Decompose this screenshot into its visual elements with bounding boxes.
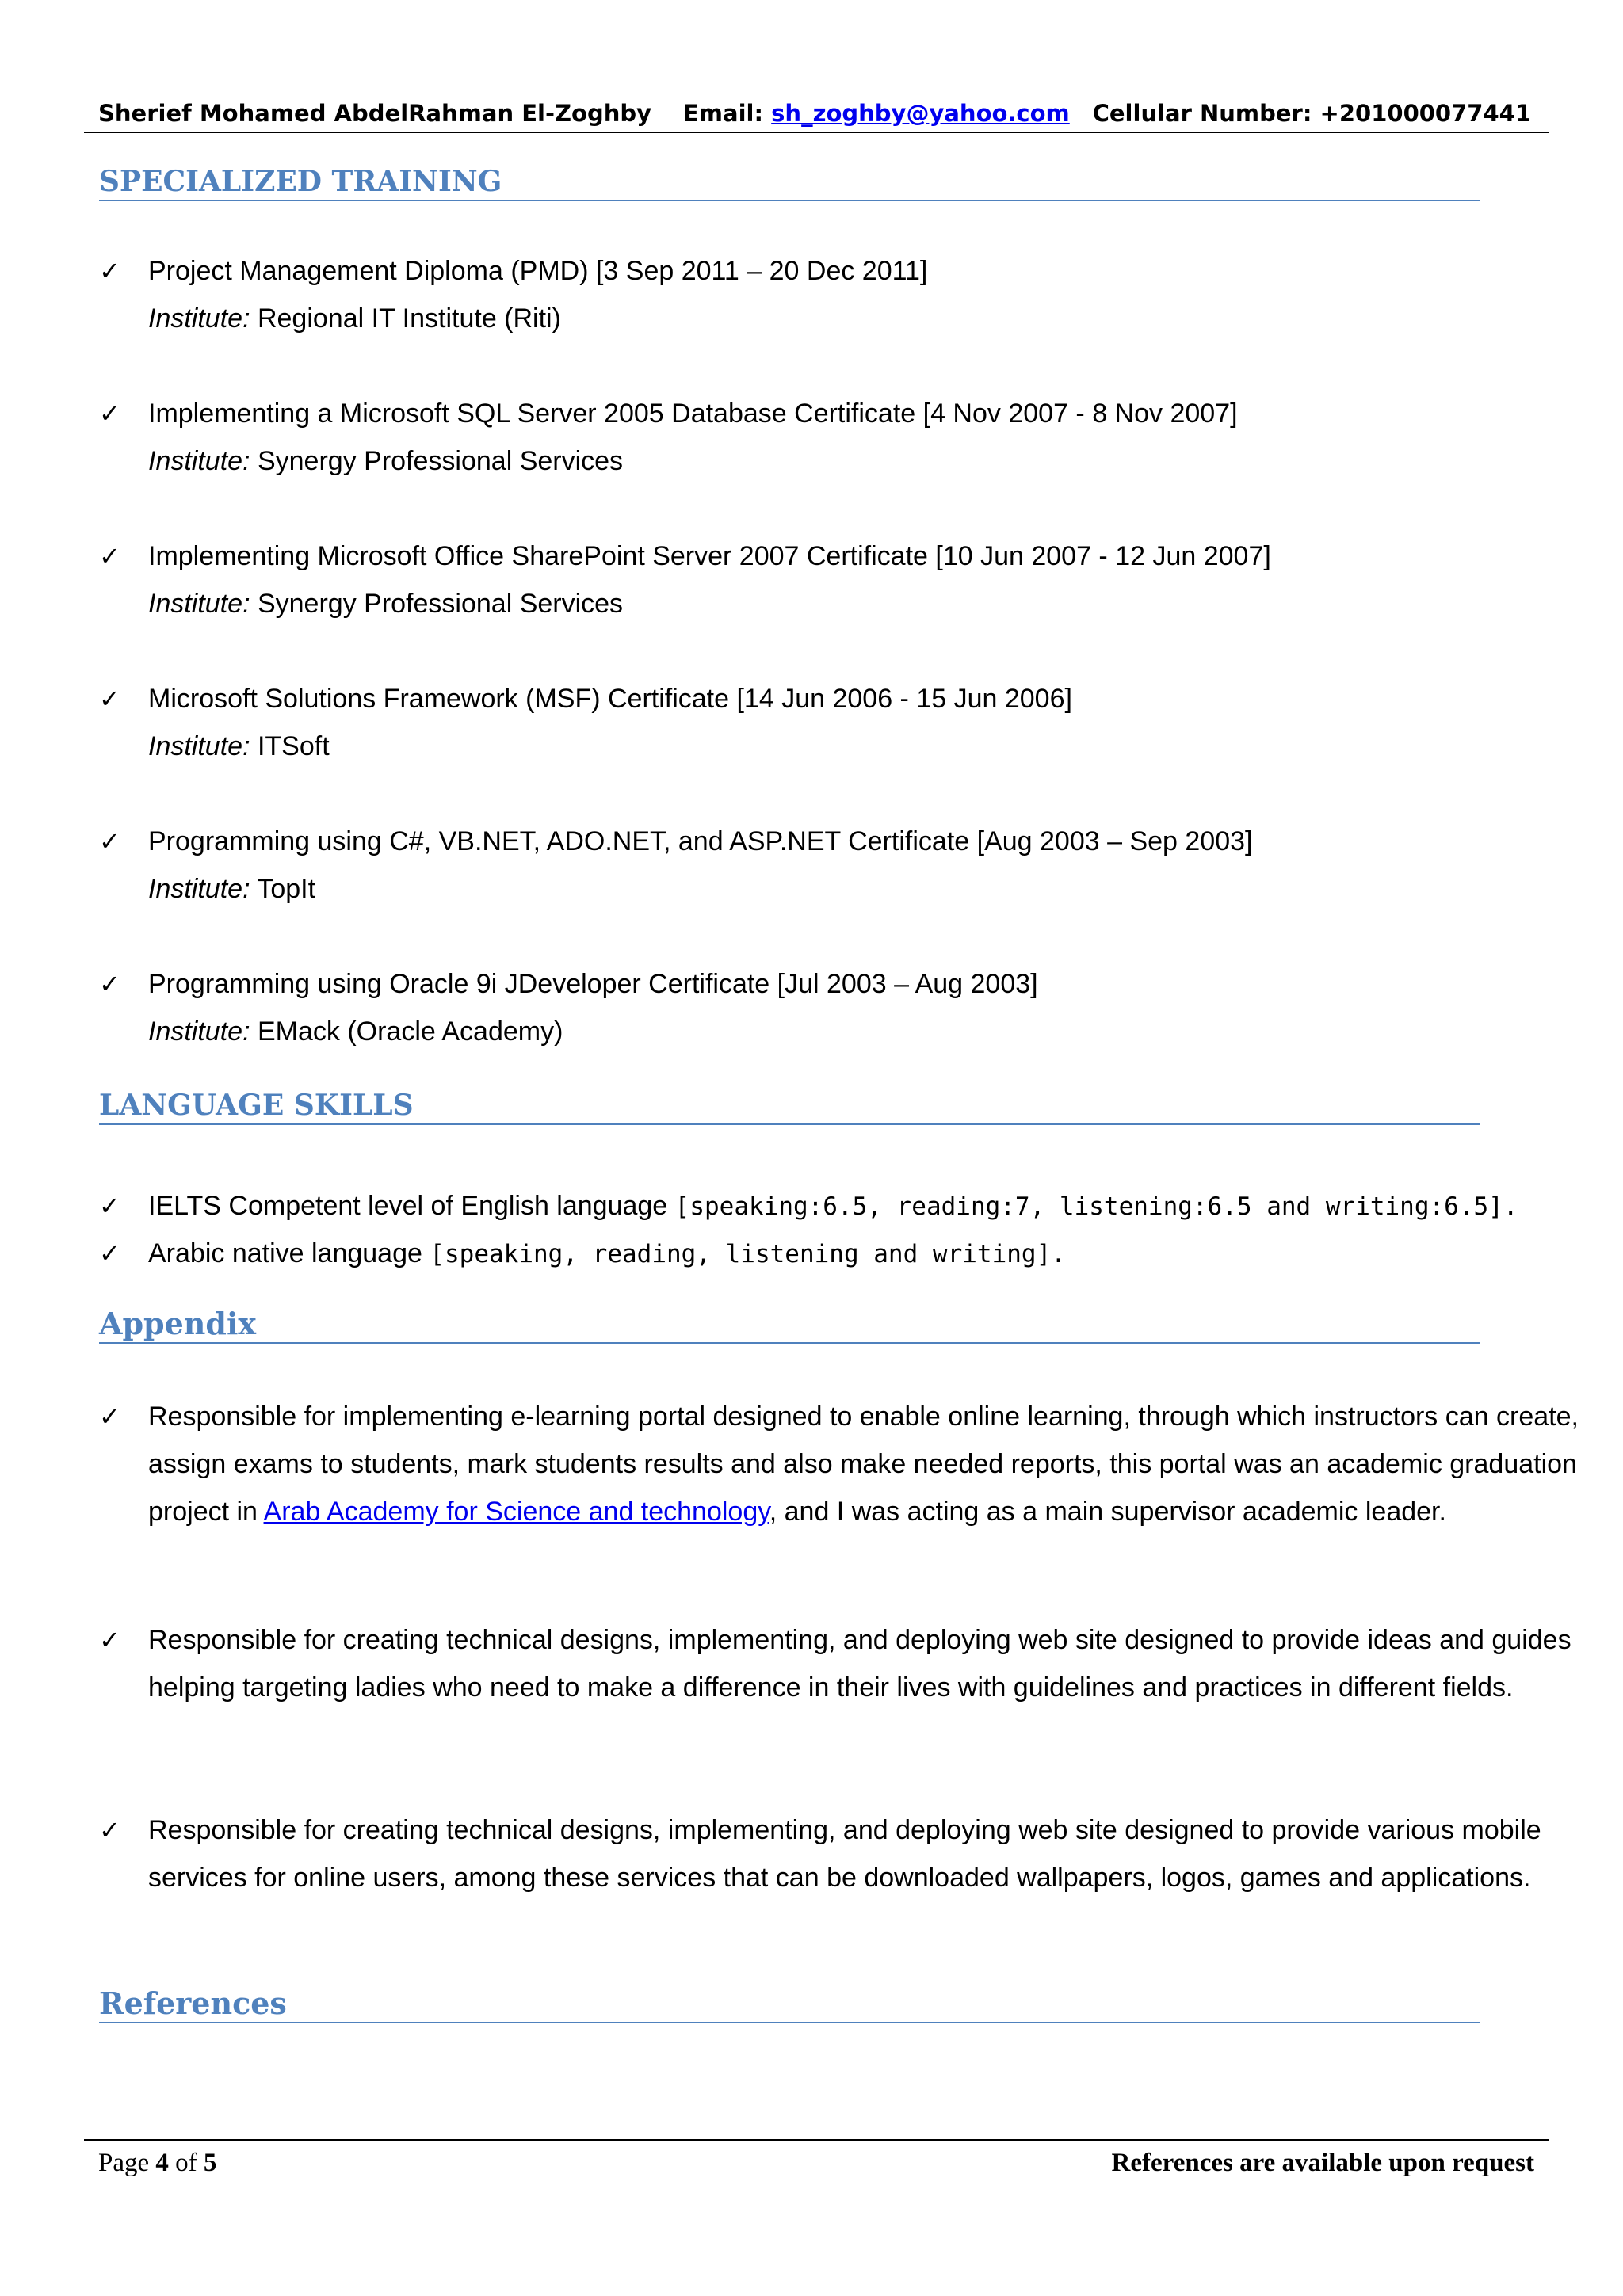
training-title: Programming using Oracle 9i JDeveloper Certificate [Jul 2003 – Aug 2003] xyxy=(148,969,1038,999)
institute-name: Synergy Professional Services xyxy=(257,446,624,476)
training-institute xyxy=(148,865,1526,913)
training-item xyxy=(99,390,1526,485)
institute-name: EMack (Oracle Academy) xyxy=(257,1016,563,1047)
aast-link[interactable]: Arab Academy for Science and technology xyxy=(263,1497,769,1527)
institute-label: Institute: xyxy=(148,303,250,334)
header-email-label: Email: xyxy=(683,100,772,127)
language-item xyxy=(99,1182,1526,1230)
language-detail: [speaking:6.5, reading:7, listening:6.5 and writing:6.5]. xyxy=(674,1192,1518,1221)
page-header xyxy=(84,100,1549,133)
training-item xyxy=(99,247,1526,342)
institute-name: Synergy Professional Services xyxy=(257,589,624,619)
section-title-appendix: Appendix xyxy=(99,1307,1480,1344)
section-title-training: SPECIALIZED TRAINING xyxy=(99,165,1480,201)
checkmark-icon: ✓ xyxy=(99,684,120,714)
institute-label: Institute: xyxy=(148,589,250,619)
section-title-language: LANGUAGE SKILLS xyxy=(99,1089,1480,1125)
page-of: of xyxy=(168,2149,204,2177)
checkmark-icon: ✓ xyxy=(99,399,120,429)
training-institute xyxy=(148,295,1526,342)
checkmark-icon: ✓ xyxy=(99,969,120,999)
references-note: References are available upon request xyxy=(1111,2149,1534,2177)
training-title: Programming using C#, VB.NET, ADO.NET, and ASP.NET Certificate [Aug 2003 – Sep 2003] xyxy=(148,826,1253,856)
institute-label: Institute: xyxy=(148,731,250,761)
appendix-text-before: Responsible for implementing e-learning portal designed to enable online learning, through which instructors can create, assign exams to students, mark students results and also make needed reports, this portal was an academic graduation project in xyxy=(148,1402,1579,1527)
institute-label: Institute: xyxy=(148,446,250,476)
appendix-item xyxy=(99,1616,1571,1711)
checkmark-icon: ✓ xyxy=(99,826,120,856)
training-institute xyxy=(148,437,1526,485)
checkmark-icon: ✓ xyxy=(99,1402,120,1432)
language-text xyxy=(148,1230,1526,1278)
checkmark-icon: ✓ xyxy=(99,541,120,571)
training-item xyxy=(99,675,1526,770)
institute-label: Institute: xyxy=(148,1016,250,1047)
checkmark-icon: ✓ xyxy=(99,1815,120,1845)
appendix-text: Responsible for creating technical designs, implementing, and deploying web site designed to provide various mobile services for online users, among these services that can be downloaded wallpapers, logos, games and applications. xyxy=(148,1815,1541,1893)
institute-name: Regional IT Institute (Riti) xyxy=(257,303,561,334)
header-name: Sherief Mohamed AbdelRahman El-Zoghby xyxy=(98,100,652,127)
language-main: Arabic native language xyxy=(148,1238,430,1268)
training-title: Project Management Diploma (PMD) [3 Sep 2011 – 20 Dec 2011] xyxy=(148,256,928,286)
training-institute xyxy=(148,1008,1526,1055)
training-institute xyxy=(148,580,1526,627)
language-main: IELTS Competent level of English language xyxy=(148,1191,675,1221)
appendix-item xyxy=(99,1393,1579,1535)
page-prefix: Page xyxy=(98,2149,156,2177)
page-number xyxy=(98,2149,216,2178)
institute-name: TopIt xyxy=(257,874,316,904)
training-item xyxy=(99,532,1526,627)
checkmark-icon: ✓ xyxy=(99,1625,120,1655)
language-text xyxy=(148,1182,1526,1230)
page-total: 5 xyxy=(203,2149,217,2177)
page-footer xyxy=(84,2139,1549,2180)
appendix-text xyxy=(148,1393,1622,1535)
section-title-references: References xyxy=(99,1987,1480,2023)
language-item xyxy=(99,1230,1526,1278)
checkmark-icon: ✓ xyxy=(99,1191,120,1221)
language-detail: [speaking, reading, listening and writing]. xyxy=(430,1240,1066,1268)
header-cellular: Cellular Number: +201000077441 xyxy=(1092,100,1531,127)
training-institute xyxy=(148,723,1526,770)
institute-name: ITSoft xyxy=(257,731,330,761)
email-link[interactable]: sh_zoghby@yahoo.com xyxy=(771,100,1070,127)
page-current: 4 xyxy=(155,2149,169,2177)
appendix-item xyxy=(99,1806,1541,1901)
training-title: Implementing a Microsoft SQL Server 2005 Database Certificate [4 Nov 2007 - 8 Nov 2007] xyxy=(148,399,1238,429)
training-title: Microsoft Solutions Framework (MSF) Certificate [14 Jun 2006 - 15 Jun 2006] xyxy=(148,684,1072,714)
training-item xyxy=(99,818,1526,913)
training-item xyxy=(99,960,1526,1055)
institute-label: Institute: xyxy=(148,874,250,904)
header-email xyxy=(683,100,1070,127)
checkmark-icon: ✓ xyxy=(99,256,120,286)
checkmark-icon: ✓ xyxy=(99,1238,120,1268)
training-title: Implementing Microsoft Office SharePoint Server 2007 Certificate [10 Jun 2007 - 12 Jun 2007] xyxy=(148,541,1271,571)
appendix-text-after: , and I was acting as a main supervisor academic leader. xyxy=(769,1497,1446,1527)
appendix-text: Responsible for creating technical designs, implementing, and deploying web site designed to provide ideas and guides helping targeting ladies who need to make a difference in their lives with guidelines and practices in different fields. xyxy=(148,1625,1571,1703)
